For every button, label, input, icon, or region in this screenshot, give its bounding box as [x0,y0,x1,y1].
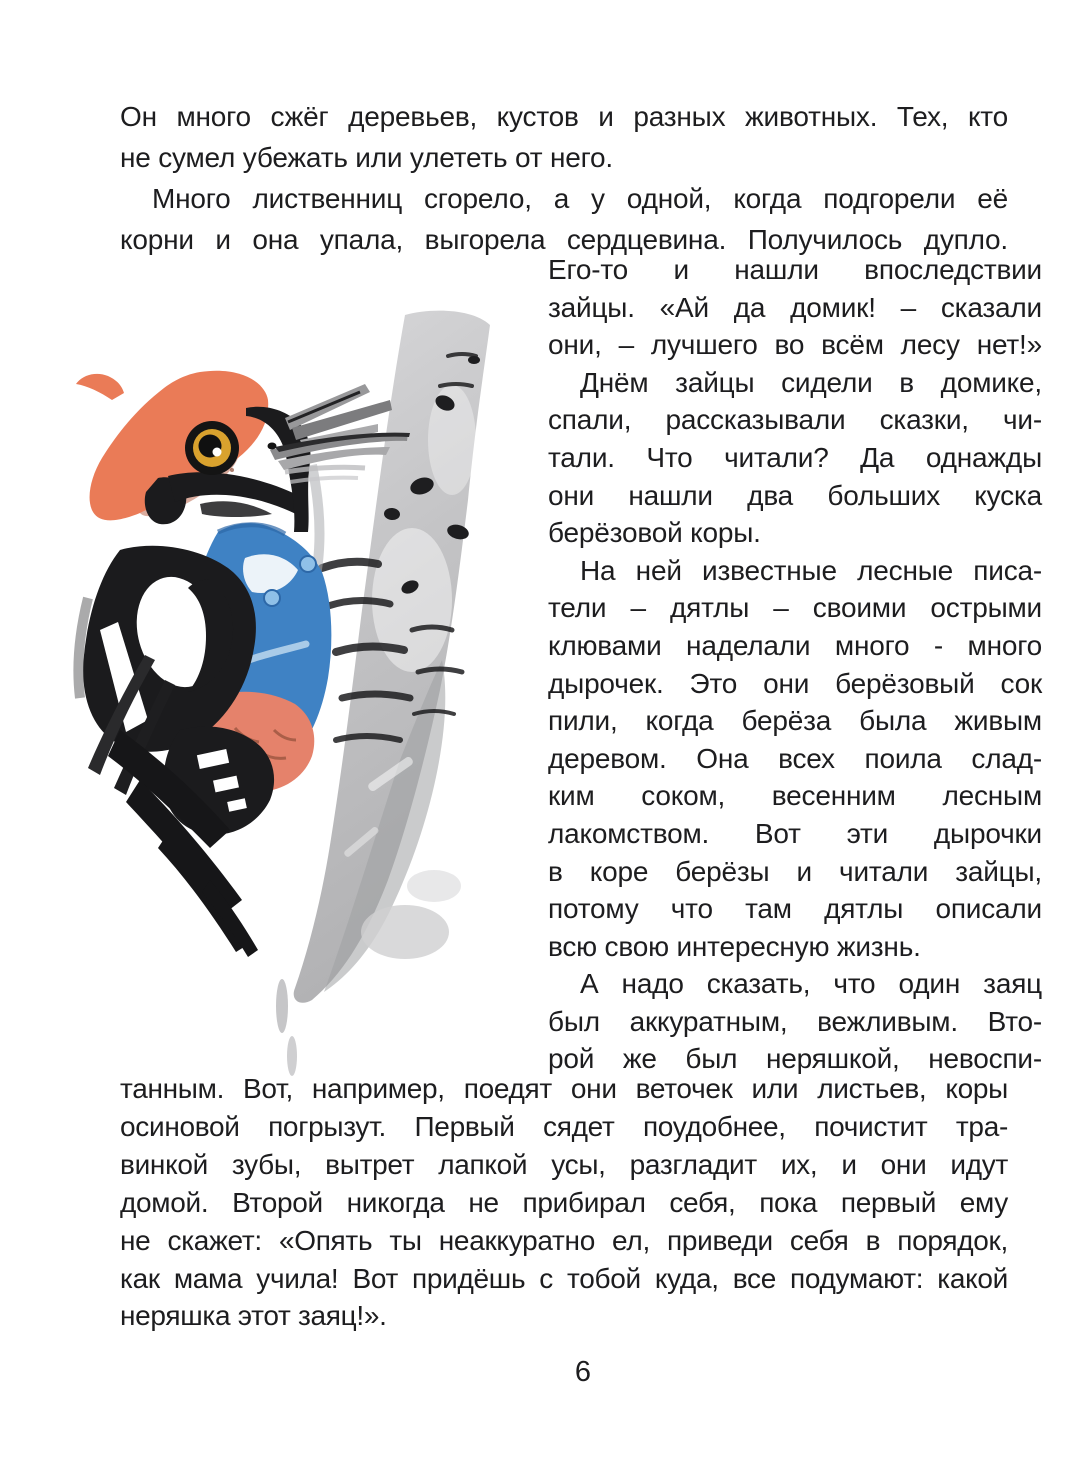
paragraph-column [548,251,1042,1078]
vest-button [264,590,280,606]
page-number: 6 [574,1356,592,1388]
text-line: пили, когда берёза была живым [548,705,1042,737]
text-line: как мама учила! Вот придёшь с тобой куда, все подумают: какой [120,1262,1008,1294]
nostril [268,443,277,450]
text-line: берёзовой коры. [548,517,761,549]
text-line: был аккуратным, вежливым. Вто- [548,1005,1042,1037]
text-line: неряшка этот заяц!». [120,1300,387,1332]
text-line: зайцы. «Ай да домик! – сказали [548,291,1042,323]
text-line: потому что там дятлы описали [548,893,1042,925]
text-line: рой же был неряшкой, невоспи- [548,1043,1042,1075]
eye [185,421,239,475]
text-line: клювами наделали много - много [548,629,1042,661]
text-line: спали, рассказывали сказки, чи- [548,404,1042,436]
text-line: винкой зубы, вытрет лапкой усы, разгладит их, и они идут [120,1148,1008,1180]
text-line: осиновой погрызут. Первый сядет поудобнее, почистит тра- [120,1110,1008,1142]
text-line: Днём зайцы сидели в домике, [580,366,1042,398]
text-line: лакомством. Вот эти дырочки [548,817,1042,849]
text-line: не скажет: «Опять ты неаккуратно ел, приведи себя в порядок, [120,1224,1008,1256]
text-line: домой. Второй никогда не прибирал себя, пока первый ему [120,1186,1008,1218]
text-line: не сумел убежать или улететь от него. [120,142,613,173]
text-line: А надо сказать, что один заяц [580,968,1042,1000]
paint-drip [276,979,288,1033]
text-line: всю свою интересную жизнь. [548,930,921,962]
text-line: дырочек. Это они берёзовый сок [548,667,1042,699]
text-line: деревом. Она всех поила слад- [548,742,1042,774]
text-line: тели – дятлы – своими острыми [548,592,1042,624]
woodpecker-svg [60,300,540,1080]
text-line: Его-то и нашли впоследствии [548,254,1042,285]
paragraph-bottom [120,1070,1008,1335]
text-line: тали. Что читали? Да однажды [548,441,1042,473]
text-line: ким соком, весенним лесным [548,780,1042,812]
paragraph-top [120,96,1008,260]
text-line: корни и она упала, выгорела сердцевина. Получилось дупло. [120,224,1008,255]
vest-button [300,556,316,572]
text-line: они, – лучшего во всём лесу нет!» [548,329,1042,361]
text-line: Много лиственниц сгорело, а у одной, когда подгорели её [152,183,1008,214]
text-line: танным. Вот, например, поедят они веточек или листьев, коры [120,1073,1008,1104]
text-line: они нашли два больших куска [548,479,1042,511]
text-line: На ней известные лесные писа- [580,554,1042,586]
text-line: Он много сжёг деревьев, кустов и разных животных. Тех, кто [120,101,1008,132]
woodpecker-illustration [60,300,540,1080]
text-line: в коре берёзы и читали зайцы, [548,855,1042,887]
